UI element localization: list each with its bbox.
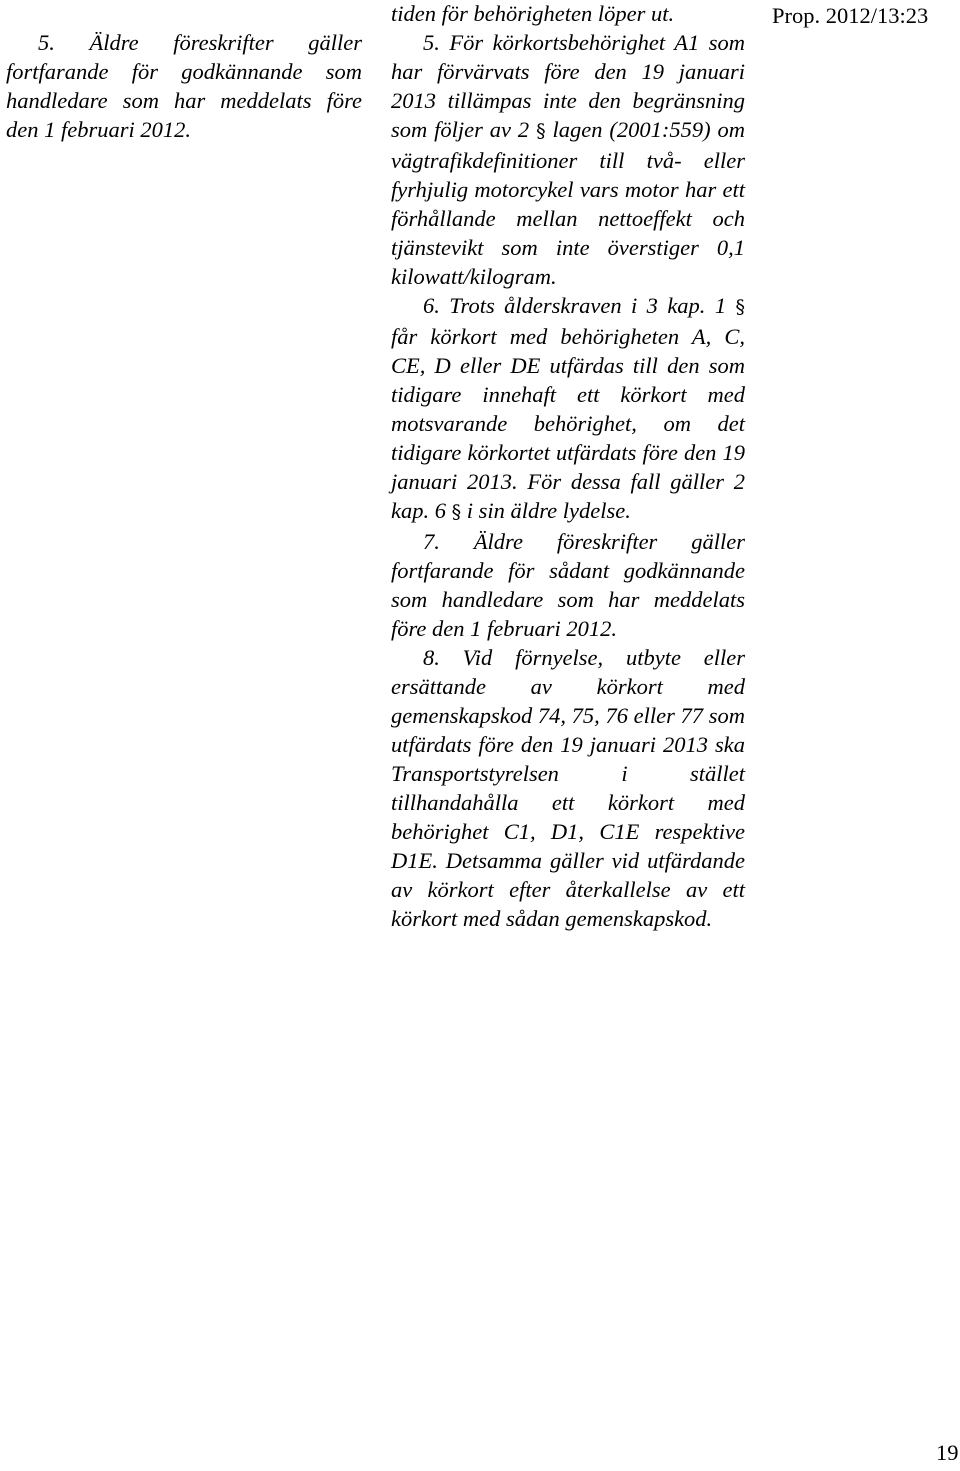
paragraph-5-text-cont: lagen (2001:559) om vägtrafikdefinitioner till två- eller fyrhjulig motorcykel vars motor har ett förhållande mellan nettoeffekt och tjänstevikt som inte överstiger 0,1 kilowatt/kilogram. [391,117,746,289]
paragraph-7: 7. Äldre föreskrifter gäller fortfarande för sådant godkännande som handledare som har meddelats före den 1 februari 2012. [391,529,745,641]
left-paragraph-5: 5. Äldre föreskrifter gäller fortfarande för godkännande som handledare som har meddelats före den 1 februari 2012. [6,30,362,142]
main-column [391,0,745,933]
section-sign: § [451,501,462,523]
paragraph-6-text-mid: får körkort med behörigheten A, C, CE, D eller DE utfärdas till den som tidigare innehaft ett körkort med motsvarande behörighet, om det tidigare körkortet utfärdats före den 19 januari 2013. För dessa fall gäller 2 kap. 6 [391,324,745,523]
left-column [6,28,362,144]
paragraph-5-text: 5. För körkortsbehörighet A1 som har förvärvats före den 19 januari 2013 tillämpas inte den begränsning som följer av 2 [391,30,745,142]
paragraph-8: 8. Vid förnyelse, utbyte eller ersättande av körkort med gemenskapskod 74, 75, 76 eller 77 som utfärdats före den 19 januari 2013 ska Transportstyrelsen i stället tillhandahålla ett körkort med behörighet C1, D1, C1E respektive D1E. Detsamma gäller vid utfärdande av körkort efter återkallelse av ett körkort med sådan gemenskapskod. [391,645,745,931]
lead-in-text: tiden för behörigheten löper ut. [391,1,675,26]
paragraph-5 [391,28,745,291]
paragraph-6-text-end: i sin äldre lydelse. [466,498,631,523]
page-number: 19 [936,1440,959,1465]
section-sign: § [536,120,546,142]
section-sign: § [735,296,745,318]
paragraph-6-text: 6. Trots ålderskraven i 3 kap. 1 [423,293,727,318]
proposition-reference: Prop. 2012/13:23 [772,3,929,28]
paragraph-6 [391,291,745,527]
